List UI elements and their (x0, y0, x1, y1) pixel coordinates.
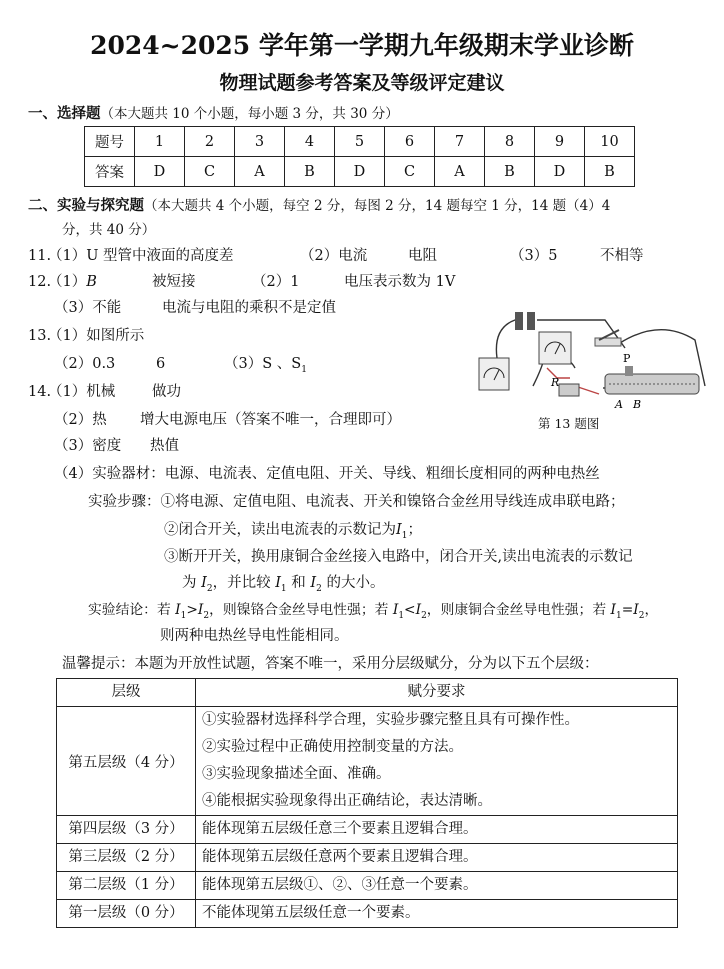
answer-cell: A (235, 157, 285, 187)
grading-header-level: 层级 (57, 679, 196, 707)
q13-answer-3-text: （3）S 、S (224, 356, 302, 372)
step-3-a: 为 (182, 575, 197, 591)
question-number: 4 (285, 127, 335, 157)
ammeter (479, 358, 509, 390)
var-sub: 1 (398, 610, 405, 621)
q11-answer-1: （1）U 型管中液面的高度差 (48, 248, 234, 264)
var-i: I (197, 602, 204, 618)
var-sub: 1 (401, 530, 408, 541)
q13-number: 13. (28, 328, 52, 344)
answer-cell: D (135, 157, 185, 187)
q11-answer-3b: 不相等 (600, 248, 644, 264)
answer-cell: A (435, 157, 485, 187)
conclusion-label: 实验结论： (88, 602, 157, 618)
step-3-d: 的大小。 (326, 575, 385, 591)
var-i: I (396, 522, 402, 538)
var-i: I (415, 602, 422, 618)
q13-answer-1: （1）如图所示 (48, 328, 145, 344)
q13-answer-3-sub: 1 (301, 364, 307, 375)
section2-title: 二、实验与探究题 (28, 197, 144, 214)
question-number: 7 (435, 127, 485, 157)
q12-answer-3b: 电流与电阻的乘积不是定值 (162, 300, 336, 316)
slider-label: P (623, 352, 631, 365)
battery-cell (527, 312, 535, 330)
grading-table (56, 678, 678, 928)
grading-req-item: ③实验现象描述全面、准确。 (202, 766, 391, 782)
figure-caption: 第 13 题图 (538, 416, 600, 431)
section1-note: （本大题共 10 个小题，每小题 3 分，共 30 分） (100, 106, 399, 122)
question-number: 6 (385, 127, 435, 157)
grading-level: 第一层级（0 分） (57, 900, 196, 928)
answer-cell: B (585, 157, 635, 187)
step-2-text: ②闭合开关，读出电流表的示数记为 (164, 522, 396, 538)
steps-label: 实验步骤： (88, 494, 161, 510)
grading-level: 第三层级（2 分） (57, 844, 196, 872)
grading-row (57, 816, 678, 844)
answer-cell: C (185, 157, 235, 187)
grading-level: 第四层级（3 分） (57, 816, 196, 844)
var-i: I (175, 602, 181, 618)
grading-req-item: 不能体现第五层级任意一个要素。 (196, 900, 678, 928)
q14-answer-3b: 热值 (150, 438, 179, 454)
grading-header-req: 赋分要求 (196, 679, 678, 707)
q13-answer-2b: 6 (156, 356, 166, 372)
grading-req-item: ②实验过程中正确使用控制变量的方法。 (202, 739, 463, 755)
step-3-line-2 (182, 573, 384, 599)
var-i: I (610, 602, 616, 618)
page-title: 2024~2025 学年第一学期九年级期末学业诊断 (90, 31, 634, 60)
conclusion-line-1: 实验结论：若 $I_1>I_2$，则镍铬合金丝导电性强；若 $I_1<I_2$，则康铜合金丝导电性强；若 $I_1=I_2$， (88, 602, 659, 621)
answer-row (85, 157, 635, 187)
grading-row (57, 872, 678, 900)
voltmeter (539, 332, 571, 364)
section1-title: 一、选择题 (28, 105, 101, 122)
resistor-label: R (551, 376, 560, 389)
grading-req-item: 能体现第五层级①、②、③任意一个要素。 (196, 872, 678, 900)
q11-answer-3: （3）5 (510, 248, 558, 264)
q14-answer-3: （3）密度 (54, 438, 122, 454)
var-sub: 2 (638, 610, 645, 621)
q14-number: 14. (28, 384, 52, 400)
question-number: 5 (335, 127, 385, 157)
conclusion-b: ，则镍铬合金丝导电性强；若 (209, 602, 389, 618)
question-number: 1 (135, 127, 185, 157)
q13-answer-3 (224, 354, 307, 380)
page-subtitle: 物理试题参考答案及等级评定建议 (219, 72, 505, 94)
q14-answer-1b: 做功 (152, 384, 181, 400)
var-sub: 1 (280, 583, 287, 594)
q12-answer-1-prefix: （1） (48, 274, 87, 290)
grading-req-item: 能体现第五层级任意三个要素且逻辑合理。 (196, 816, 678, 844)
q13-answer-2: （2）0.3 (54, 356, 116, 372)
section1-heading (28, 104, 399, 124)
answer-row-label: 答案 (85, 157, 135, 187)
step-3-c: 和 (291, 575, 306, 591)
terminal-a-label: A (615, 398, 623, 411)
var-sub: 1 (180, 610, 187, 621)
q12-answer-1-var: B (86, 274, 97, 290)
grading-req-item: 能体现第五层级任意两个要素且逻辑合理。 (196, 844, 678, 872)
var-sub: 2 (206, 583, 213, 594)
question-number: 9 (535, 127, 585, 157)
q12-answer-3: （3）不能 (54, 300, 122, 316)
grading-row (57, 900, 678, 928)
grading-row (57, 844, 678, 872)
var-i: I (310, 575, 317, 591)
q12-answer-1b: 被短接 (152, 274, 196, 290)
question-row (85, 127, 635, 157)
steps-line-1 (88, 492, 625, 512)
section2-heading (28, 196, 610, 216)
q12-number: 12. (28, 274, 52, 290)
conclusion-c: ，则康铜合金丝导电性强；若 (426, 602, 607, 618)
var-sub: 2 (316, 583, 322, 594)
rheostat-slider (625, 366, 633, 376)
q14-answer-2: （2）热 (54, 412, 107, 428)
answer-cell: C (385, 157, 435, 187)
answer-cell: B (285, 157, 335, 187)
q12-answer-1 (48, 272, 97, 292)
q14-answer-2b: 增大电源电压（答案不唯一，合理即可） (140, 412, 401, 428)
terminal-b-label: B (633, 398, 642, 411)
var-i: I (633, 602, 639, 618)
answer-cell: D (535, 157, 585, 187)
var-i: I (201, 575, 207, 591)
conclusion-line-2: 则两种电热丝导电性能相同。 (160, 628, 349, 644)
grading-req-item: ①实验器材选择科学合理，实验步骤完整且具有可操作性。 (202, 712, 579, 728)
q12-answer-2b: 电压表示数为 1V (344, 274, 456, 290)
step-3-b: ，并比较 (212, 575, 271, 591)
var-i: I (275, 575, 281, 591)
q12-answer-2: （2）1 (252, 274, 300, 290)
answer-cell: B (485, 157, 535, 187)
grading-header-row (57, 679, 678, 707)
var-i: I (392, 602, 399, 618)
tip-text: 温馨提示：本题为开放性试题，答案不唯一，采用分层级赋分，分为以下五个层级： (62, 656, 599, 672)
grading-row (57, 707, 678, 816)
question-number: 8 (485, 127, 535, 157)
q11-number: 11. (28, 248, 52, 264)
answer-table (84, 126, 635, 187)
question-number: 3 (235, 127, 285, 157)
question-number: 10 (585, 127, 635, 157)
conclusion-a: 若 (156, 602, 171, 618)
rheostat (605, 374, 699, 394)
var-sub: 2 (203, 610, 210, 621)
q11-answer-2: （2）电流 (300, 248, 368, 264)
question-number: 2 (185, 127, 235, 157)
battery-cell (515, 312, 523, 330)
grading-level: 第二层级（1 分） (57, 872, 196, 900)
section2-note: （本大题共 4 个小题，每空 2 分，每图 2 分，14 题每空 1 分，14 题（4）4 (144, 198, 611, 214)
question-row-label: 题号 (85, 127, 135, 157)
grading-req-item: ④能根据实验现象得出正确结论，表达清晰。 (202, 793, 492, 809)
var-sub: 2 (421, 610, 427, 621)
step-1: ①将电源、定值电阻、电流表、开关和镍铬合金丝用导线连成串联电路； (160, 494, 625, 510)
step-2: ②闭合开关，读出电流表的示数记为$I_1$； (164, 522, 422, 541)
resistor (559, 384, 579, 396)
q14-answer-4: （4）实验器材：电源、电流表、定值电阻、开关、导线、粗细长度相同的两种电热丝 (54, 466, 600, 482)
var-sub: 1 (616, 610, 622, 621)
q11-answer-2b: 电阻 (408, 248, 437, 264)
circuit-figure (475, 308, 710, 416)
grading-req (196, 707, 678, 816)
section2-note-cont: 分，共 40 分） (62, 222, 156, 238)
q14-answer-1: （1）机械 (48, 384, 116, 400)
answer-cell: D (335, 157, 385, 187)
step-3-line-1: ③断开开关，换用康铜合金丝接入电路中，闭合开关,读出电流表的示数记 (164, 549, 633, 565)
grading-level: 第五层级（4 分） (57, 707, 196, 816)
